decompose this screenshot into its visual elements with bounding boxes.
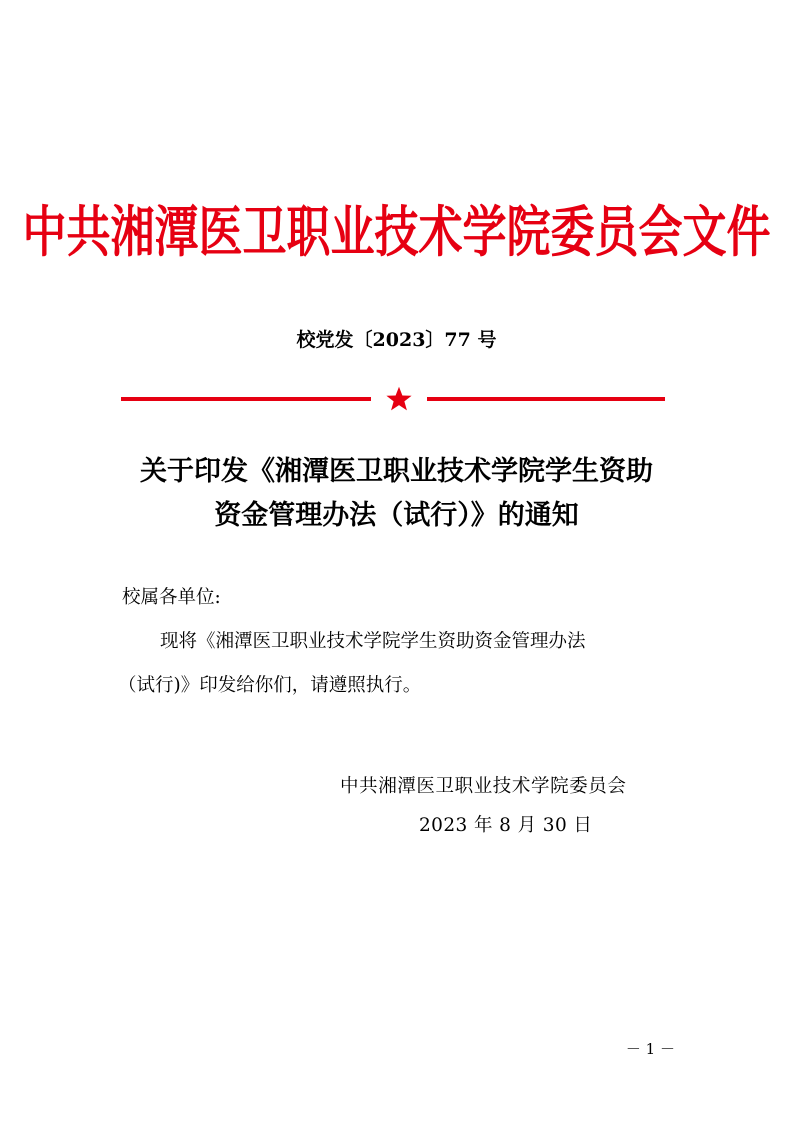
page-number: － 1 － [625, 1040, 675, 1058]
document-number: 校党发〔2023〕77 号 [296, 329, 497, 351]
signature-date: 2023 年 8 月 30 日 [419, 815, 593, 836]
red-divider-right [427, 397, 665, 401]
red-divider-left [121, 397, 371, 401]
signature-organization: 中共湘潭医卫职业技术学院委员会 [340, 776, 627, 797]
star-icon [385, 385, 413, 413]
notice-title-line-1: 关于印发《湘潭医卫职业技术学院学生资助 [140, 456, 653, 487]
body-paragraph-line-2: （试行)》印发给你们，请遵照执行。 [118, 675, 422, 696]
document-header-title: 中共湘潭医卫职业技术学院委员会文件 [22, 201, 771, 265]
salutation: 校属各单位: [122, 587, 221, 608]
body-paragraph-line-1: 现将《湘潭医卫职业技术学院学生资助资金管理办法 [160, 631, 586, 652]
notice-title-line-2: 资金管理办法（试行）》的通知 [214, 500, 579, 531]
